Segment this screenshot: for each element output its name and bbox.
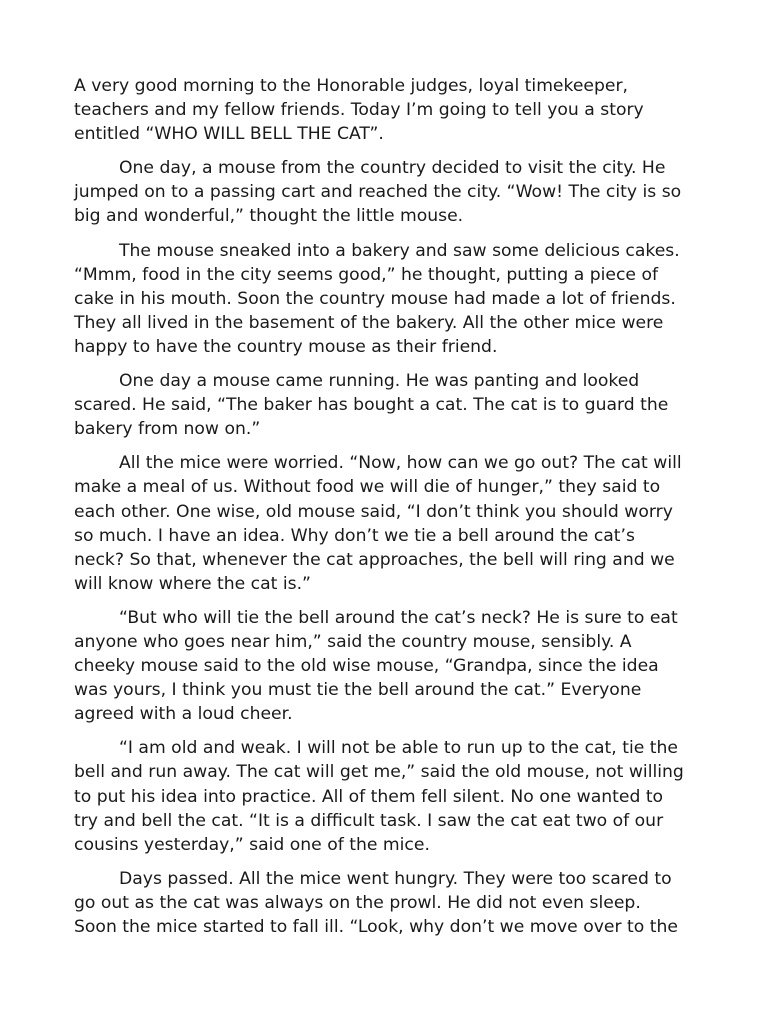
paragraph-7	[74, 867, 714, 939]
line: bell and run away. The cat will get me,” said the old mouse, not willing	[74, 762, 684, 783]
line: Soon the mice started to fall ill. “Look, why don’t we move over to the	[74, 917, 678, 937]
line: They all lived in the basement of the bakery. All the other mice were	[74, 312, 664, 333]
line: anyone who goes near him,” said the country mouse, sensibly. A	[74, 631, 632, 652]
paragraph-2	[74, 239, 714, 359]
line: One day, a mouse from the country decided to visit the city. He	[119, 158, 666, 179]
line: A very good morning to the Honorable judges, loyal timekeeper,	[74, 76, 629, 96]
paragraph-6	[74, 736, 714, 856]
line: make a meal of us. Without food we will die of hunger,” they said to	[74, 477, 661, 498]
line: was yours, I think you must tie the bell around the cat.” Everyone	[74, 680, 642, 701]
line: go out as the cat was always on the prowl. He did not even sleep.	[74, 892, 641, 913]
paragraph-greeting	[74, 74, 714, 146]
paragraph-1	[74, 156, 714, 228]
line: neck? So that, whenever the cat approaches, the bell will ring and we	[74, 549, 675, 570]
line: so much. I have an idea. Why don’t we tie a bell around the cat’s	[74, 525, 635, 546]
line: happy to have the country mouse as their friend.	[74, 336, 498, 357]
line: Days passed. All the mice went hungry. They were too scared to	[119, 868, 672, 889]
line: scared. He said, “The baker has bought a cat. The cat is to guard the	[74, 395, 669, 416]
paragraph-5	[74, 606, 714, 726]
paragraph-4	[74, 451, 714, 596]
paragraph-3	[74, 369, 714, 441]
line: cheeky mouse said to the old wise mouse, “Grandpa, since the idea	[74, 656, 659, 677]
line: jumped on to a passing cart and reached the city. “Wow! The city is so	[74, 182, 682, 203]
line: cake in his mouth. Soon the country mouse had made a lot of friends.	[74, 288, 676, 309]
line: cousins yesterday,” said one of the mice.	[74, 834, 430, 855]
line: “But who will tie the bell around the cat’s neck? He is sure to eat	[119, 607, 678, 628]
line: bakery from now on.”	[74, 419, 261, 440]
line: to put his idea into practice. All of them fell silent. No one wanted to	[74, 786, 664, 807]
line: teachers and my fellow friends. Today I’m going to tell you a story	[74, 100, 644, 121]
line: The mouse sneaked into a bakery and saw some delicious cakes.	[119, 240, 680, 261]
line: All the mice were worried. “Now, how can we go out? The cat will	[119, 453, 682, 474]
line: agreed with a loud cheer.	[74, 704, 293, 725]
line: try and bell the cat. “It is a difficult task. I saw the cat eat two of our	[74, 810, 664, 831]
line: “I am old and weak. I will not be able to run up to the cat, tie the	[119, 738, 678, 759]
line: “Mmm, food in the city seems good,” he thought, putting a piece of	[74, 264, 659, 285]
line: big and wonderful,” thought the little mouse.	[74, 206, 464, 227]
line: entitled “WHO WILL BELL THE CAT”.	[74, 124, 384, 145]
story-text	[74, 74, 714, 949]
line: One day a mouse came running. He was panting and looked	[119, 371, 640, 392]
line: each other. One wise, old mouse said, “I don’t think you should worry	[74, 501, 673, 522]
line: will know where the cat is.”	[74, 573, 311, 594]
